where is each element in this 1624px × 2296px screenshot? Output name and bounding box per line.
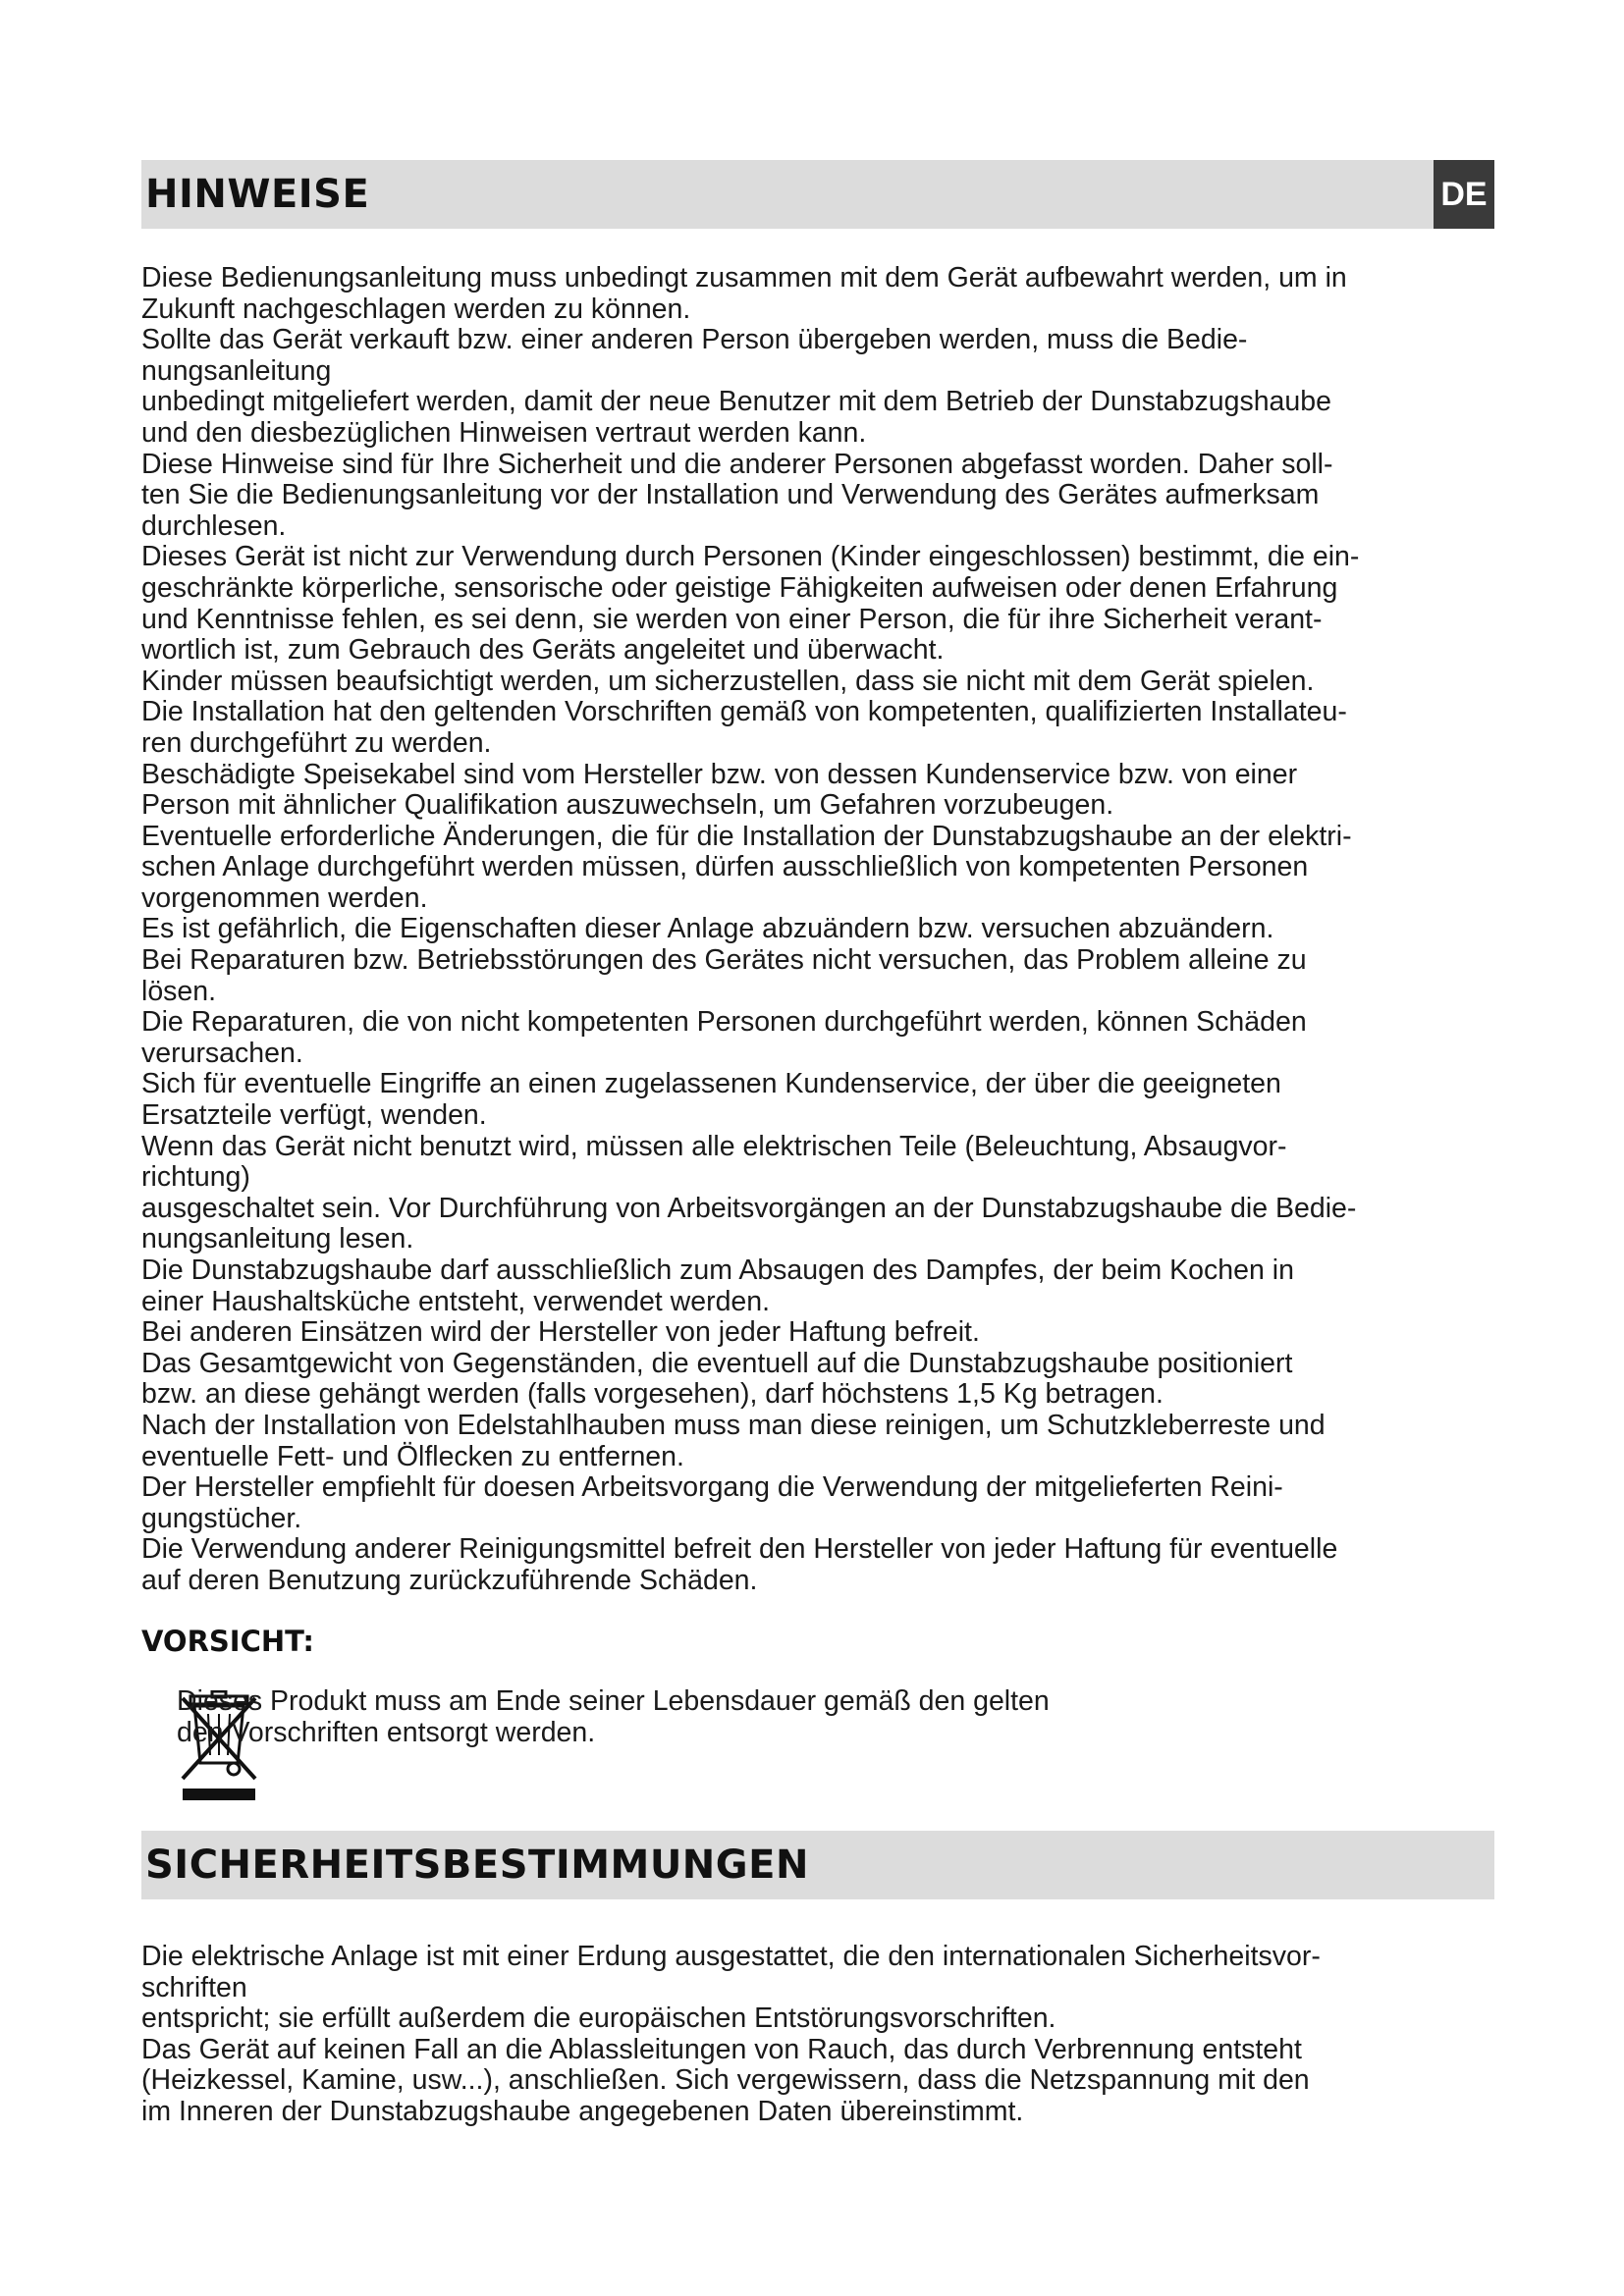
text-line: den Vorschriften entsorgt werden. <box>177 1716 596 1748</box>
text-line: Kinder müssen beaufsichtigt werden, um sicherzustellen, dass sie nicht mit dem Gerät spielen. <box>141 665 1315 697</box>
text-line: (Heizkessel, Kamine, usw...), anschließen. Sich vergewissern, dass die Netzspannung mit den <box>141 2064 1310 2097</box>
text-line: Die Reparaturen, die von nicht kompetenten Personen durchgeführt werden, können Schäden <box>141 1006 1307 1039</box>
text-line: Die Dunstabzugshaube darf ausschließlich zum Absaugen des Dampfes, der beim Kochen in <box>141 1255 1294 1286</box>
text-line: ten Sie die Bedienungsanleitung vor der Installation und Verwendung des Gerätes aufmerksam <box>141 479 1320 511</box>
text-line: unbedingt mitgeliefert werden, damit der neue Benutzer mit dem Betrieb der Dunstabzugshaube <box>141 386 1331 418</box>
text-line: Nach der Installation von Edelstahlhauben muss man diese reinigen, um Schutzkleberreste und <box>141 1409 1326 1441</box>
text-line: Es ist gefährlich, die Eigenschaften dieser Anlage abzuändern bzw. versuchen abzuändern. <box>141 913 1274 945</box>
text-line: ren durchgeführt zu werden. <box>141 726 492 759</box>
sicherheit-title: SICHERHEITSBESTIMMUNGEN <box>145 1842 809 1888</box>
text-line: auf deren Benutzung zurückzuführende Schäden. <box>141 1564 758 1596</box>
hinweise-title: HINWEISE <box>145 172 370 217</box>
text-line: schen Anlage durchgeführt werden müssen, dürfen ausschließlich von kompetenten Personen <box>141 851 1309 883</box>
text-line: verursachen. <box>141 1037 303 1069</box>
text-line: Sich für eventuelle Eingriffe an einen zugelassenen Kundenservice, der über die geeigneten <box>141 1068 1281 1100</box>
text-line: bzw. an diese gehängt werden (falls vorgesehen), darf höchstens 1,5 Kg betragen. <box>141 1378 1164 1411</box>
language-badge: DE <box>1434 160 1494 229</box>
text-line: im Inneren der Dunstabzugshaube angegebenen Daten übereinstimmt. <box>141 2095 1024 2127</box>
text-line: Dieses Produkt muss am Ende seiner Lebensdauer gemäß den gelten <box>177 1685 1050 1717</box>
text-line: nungsanleitung <box>141 354 332 387</box>
text-line: einer Haushaltsküche entsteht, verwendet werden. <box>141 1285 771 1317</box>
text-line: Ersatzteile verfügt, wenden. <box>141 1099 487 1132</box>
text-line: ausgeschaltet sein. Vor Durchführung von Arbeitsvorgängen an der Dunstabzugshaube die Bedie- <box>141 1192 1357 1224</box>
sicherheit-body <box>141 1942 1496 2128</box>
text-line: Diese Hinweise sind für Ihre Sicherheit und die anderer Personen abgefasst worden. Daher soll- <box>141 448 1333 480</box>
text-line: Bei Reparaturen bzw. Betriebsstörungen des Gerätes nicht versuchen, das Problem alleine zu <box>141 944 1307 977</box>
text-line: geschränkte körperliche, sensorische oder geistige Fähigkeiten aufweisen oder denen Erfahrung <box>141 571 1338 604</box>
text-line: Beschädigte Speisekabel sind vom Hersteller bzw. von dessen Kundenservice bzw. von einer <box>141 758 1298 790</box>
text-line: entspricht; sie erfüllt außerdem die europäischen Entstörungsvorschriften. <box>141 2002 1056 2035</box>
hinweise-body <box>141 263 1496 1597</box>
text-line: gungstücher. <box>141 1502 302 1534</box>
text-line: Die Installation hat den geltenden Vorschriften gemäß von kompetenten, qualifizierten Installateu- <box>141 696 1347 728</box>
text-line: Das Gerät auf keinen Fall an die Ablassleitungen von Rauch, das durch Verbrennung entsteht <box>141 2033 1302 2065</box>
text-line: eventuelle Fett- und Ölflecken zu entfernen. <box>141 1440 684 1472</box>
text-line: und Kenntnisse fehlen, es sei denn, sie werden von einer Person, die für ihre Sicherheit verant- <box>141 603 1323 635</box>
text-line: wortlich ist, zum Gebrauch des Geräts angeleitet und überwacht. <box>141 634 945 667</box>
text-line: Diese Bedienungsanleitung muss unbedingt zusammen mit dem Gerät aufbewahrt werden, um in <box>141 262 1347 294</box>
text-line: Sollte das Gerät verkauft bzw. einer anderen Person übergeben werden, muss die Bedie- <box>141 324 1248 356</box>
text-line: Bei anderen Einsätzen wird der Hersteller von jeder Haftung befreit. <box>141 1316 980 1349</box>
text-line: Dieses Gerät ist nicht zur Verwendung durch Personen (Kinder eingeschlossen) bestimmt, die ein- <box>141 541 1360 573</box>
text-line: und den diesbezüglichen Hinweisen vertraut werden kann. <box>141 416 867 449</box>
text-line: Die Verwendung anderer Reinigungsmittel befreit den Hersteller von jeder Haftung für eventuelle <box>141 1533 1338 1566</box>
text-line: Eventuelle erforderliche Änderungen, die für die Installation der Dunstabzugshaube an der elektri- <box>141 820 1352 852</box>
text-line: Person mit ähnlicher Qualifikation auszuwechseln, um Gefahren vorzubeugen. <box>141 789 1114 822</box>
text-line: schriften <box>141 1971 247 2003</box>
text-line: Der Hersteller empfiehlt für doesen Arbeitsvorgang die Verwendung der mitgelieferten Reini- <box>141 1471 1283 1504</box>
text-line: Das Gesamtgewicht von Gegenständen, die eventuell auf die Dunstabzugshaube positioniert <box>141 1347 1293 1379</box>
text-line: durchlesen. <box>141 509 287 542</box>
text-line: lösen. <box>141 975 217 1007</box>
text-line: vorgenommen werden. <box>141 881 428 914</box>
text-line: Zukunft nachgeschlagen werden zu können. <box>141 293 691 325</box>
text-line: Wenn das Gerät nicht benutzt wird, müssen alle elektrischen Teile (Beleuchtung, Absaugvor- <box>141 1130 1287 1162</box>
vorsicht-text <box>177 1686 1050 1748</box>
text-line: richtung) <box>141 1161 250 1194</box>
vorsicht-label: VORSICHT: <box>141 1625 314 1658</box>
text-line: nungsanleitung lesen. <box>141 1223 414 1255</box>
text-line: Die elektrische Anlage ist mit einer Erdung ausgestattet, die den internationalen Sicherheitsvor- <box>141 1941 1321 1972</box>
